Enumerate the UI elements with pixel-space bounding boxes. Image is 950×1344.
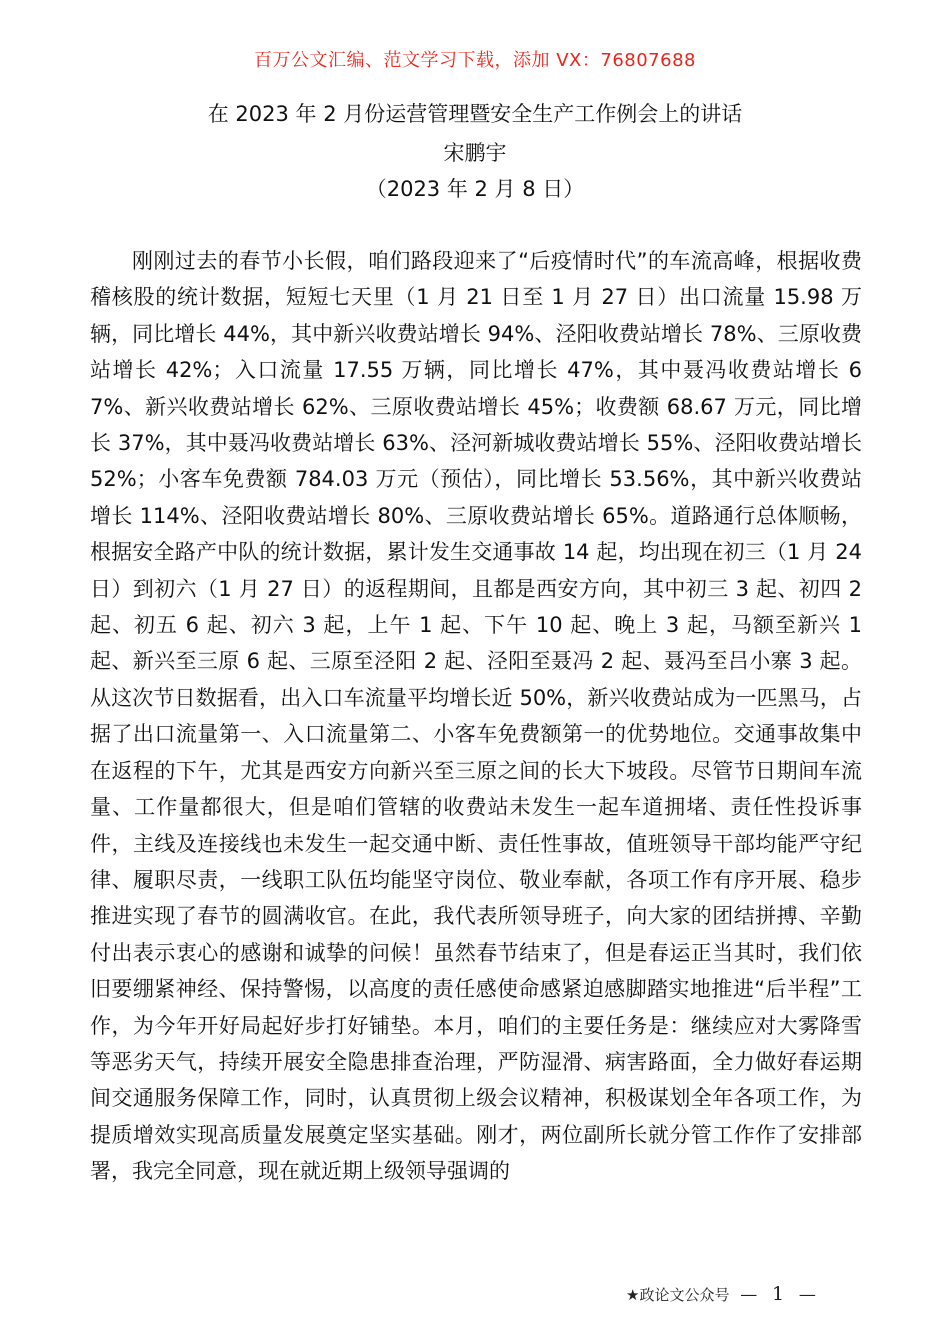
page-footer: [626, 1283, 822, 1305]
header-banner: 百万公文汇编、范文学习下载，添加 VX：76807688: [254, 50, 696, 71]
page-number: 1: [772, 1283, 785, 1305]
document-title: 在 2023 年 2 月份运营管理暨安全生产工作例会上的讲话: [207, 102, 743, 126]
body-paragraph: 刚刚过去的春节小长假，咱们路段迎来了“后疫情时代”的车流高峰，根据收费稽核股的统计数据，短短七天里（1 月 21 日至 1 月 27 日）出口流量 15.98 万辆，同比增长 44%，其中新兴收费站增长 94%、泾阳收费站增长 78%、三原收费站增长 42%；入口流量 17.55 万辆，同比增长 47%，其中聂冯收费站增长 67%、新兴收费站增长 62%、三原收费站增长 45%；收费额 68.67 万元，同比增长 37%，其中聂冯收费站增长 63%、泾河新城收费站增长 55%、泾阳收费站增长 52%；小客车免费额 784.03 万元（预估），同比增长 53.56%，其中新兴收费站增长 114%、泾阳收费站增长 80%、三原收费站增长 65%。道路通行总体顺畅，根据安全路产中队的统计数据，累计发生交通事故 14 起，均出现在初三（1 月 24 日）到初六（1 月 27 日）的返程期间，且都是西安方向，其中初三 3 起、初四 2 起、初五 6 起、初六 3 起，上午 1 起、下午 10 起、晚上 3 起，马额至新兴 1 起、新兴至三原 6 起、三原至泾阳 2 起、泾阳至聂冯 2 起、聂冯至吕小寨 3 起。从这次节日数据看，出入口车流量平均增长近 50%，新兴收费站成为一匹黑马，占据了出口流量第一、入口流量第二、小客车免费额第一的优势地位。交通事故集中在返程的下午，尤其是西安方向新兴至三原之间的长大下坡段。尽管节日期间车流量、工作量都很大，但是咱们管辖的收费站未发生一起车道拥堵、责任性投诉事件，主线及连接线也未发生一起交通中断、责任性事故，值班领导干部均能严守纪律、履职尽责，一线职工队伍均能坚守岗位、敬业奉献，各项工作有序开展、稳步推进实现了春节的圆满收官。在此，我代表所领导班子，向大家的团结拼搏、辛勤付出表示衷心的感谢和诚挚的问候！虽然春节结束了，但是春运正当其时，我们依旧要绷紧神经、保持警惕，以高度的责任感使命感紧迫感脚踏实地推进“后半程”工作，为今年开好局起好步打好铺垫。本月，咱们的主要任务是：继续应对大雾降雪等恶劣天气，持续开展安全隐患排查治理，严防湿滑、病害路面，全力做好春运期间交通服务保障工作，同时，认真贯彻上级会议精神，积极谋划全年各项工作，为提质增效实现高质量发展奠定坚实基础。刚才，两位副所长就分管工作作了安排部署，我完全同意，现在就近期上级领导强调的: [90, 249, 862, 1184]
footer-source: ★政论文公众号: [626, 1286, 730, 1304]
document-date: （2023 年 2 月 8 日）: [365, 177, 585, 201]
footer-separator-left: —: [740, 1285, 758, 1305]
footer-separator-right: —: [798, 1285, 816, 1305]
document-author: 宋鹏宇: [443, 141, 507, 165]
